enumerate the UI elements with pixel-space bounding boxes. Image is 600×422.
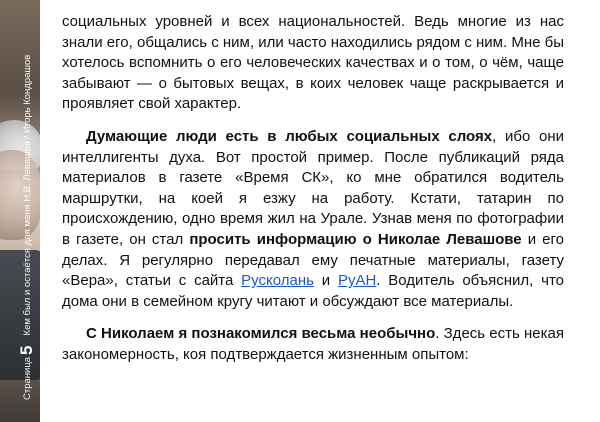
sidebar-photo	[0, 0, 40, 422]
paragraph-2	[62, 127, 564, 312]
link-ruskolan[interactable]: Русколань	[241, 272, 314, 290]
link-ruan[interactable]: РуАН	[337, 272, 377, 290]
article-body	[62, 12, 564, 378]
sidebar-caption	[17, 54, 36, 400]
bold-phrase: С Николаем я познакомился весьма необычно	[86, 325, 436, 343]
document-title: Кем был и остаётся для меня Н.В. Левашов? Игорь Кондрашов	[22, 54, 33, 336]
bold-phrase: просить информацию о Николае Левашове	[189, 230, 522, 248]
paragraph-1: социальных уровней и всех национальностей. Ведь многие из нас знали его, общались с ним, или часто находились рядом с ним. Мне бы хотелось вспомнить о его человеческих качествах и о том, о чём, чаще забывают — о бытовых вещах, в коих человек чаще раскрывается и проявляет свой характер.	[62, 13, 564, 113]
bold-phrase: Думающие люди есть в любых социальных слоях	[86, 127, 493, 145]
text-run: и его делах. Я регулярно передавал ему печатные материалы, газету «Вера», статьи с сайта	[62, 230, 565, 290]
page-label: Страница	[22, 356, 33, 400]
text-run: , ибо они интеллигенты духа. Вот простой пример. После публикаций ряда материалов в газете «Время СК», ко мне обратился водитель маршрутки, на коей я езжу на работу. Кстати, татарин по происхождению, одно время жил на Урале. Узнав меня по фотографии в газете, он стал	[62, 127, 564, 248]
page-number: 5	[17, 345, 36, 355]
text-run: . Здесь есть некая закономерность, коя подтверждается жизненным опытом:	[62, 325, 564, 363]
paragraph-3	[62, 324, 564, 365]
text-run: . Водитель объяснил, что дома они в семейном кругу читают и обсуждают все материалы.	[62, 272, 564, 310]
text-run: и	[313, 272, 338, 290]
